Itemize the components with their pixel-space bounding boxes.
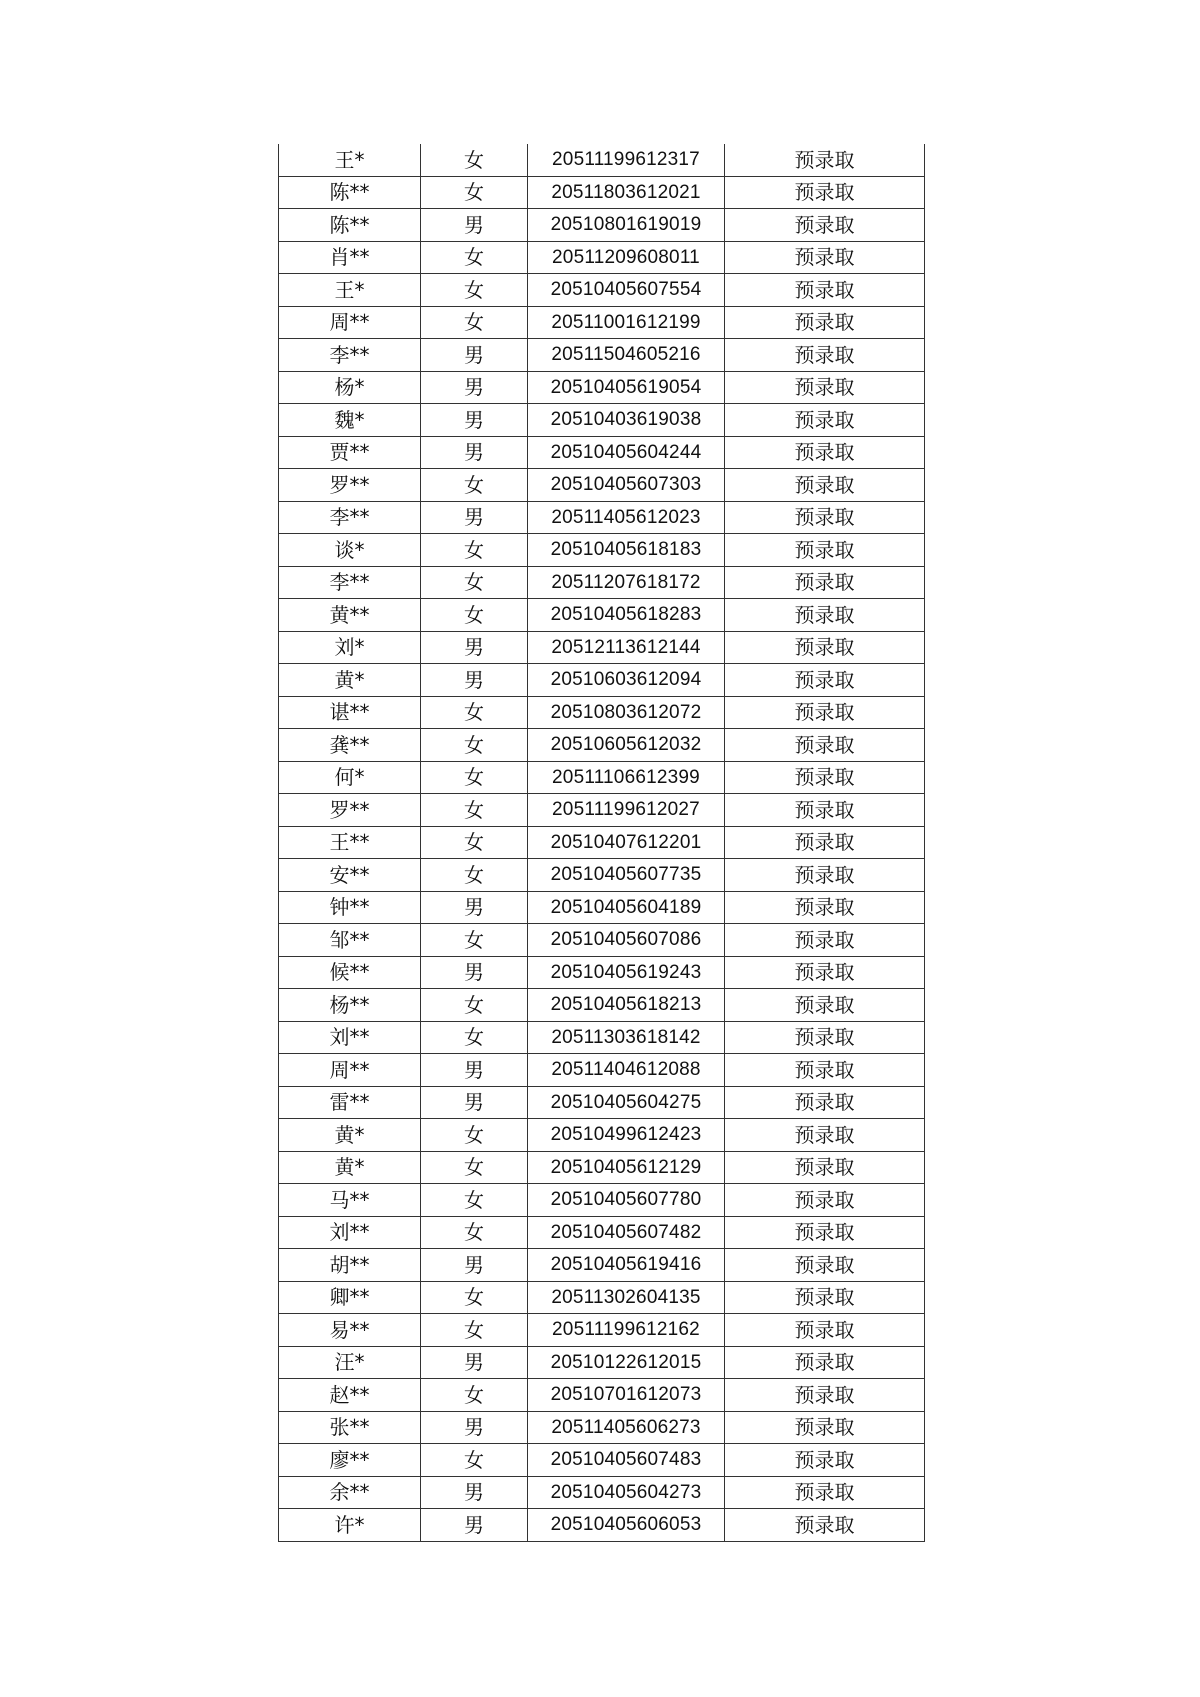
admission-status-cell: 预录取 (725, 1086, 925, 1119)
student-name-cell: 魏* (279, 404, 421, 437)
admission-status-cell: 预录取 (725, 1346, 925, 1379)
student-name-cell: 钟** (279, 891, 421, 924)
gender-cell: 男 (421, 631, 528, 664)
table-row (279, 436, 925, 469)
gender-cell: 男 (421, 1249, 528, 1282)
admission-status-cell: 预录取 (725, 176, 925, 209)
exam-id-cell: 20510405607483 (528, 1444, 725, 1477)
admission-status-cell: 预录取 (725, 306, 925, 339)
student-name-cell: 王* (279, 144, 421, 176)
student-name-cell: 陈** (279, 176, 421, 209)
exam-id-cell: 20510405618213 (528, 989, 725, 1022)
admission-status-cell: 预录取 (725, 696, 925, 729)
student-name-cell: 谌** (279, 696, 421, 729)
gender-cell: 女 (421, 761, 528, 794)
student-name-cell: 马** (279, 1184, 421, 1217)
gender-cell: 女 (421, 729, 528, 762)
student-name-cell: 肖** (279, 241, 421, 274)
gender-cell: 女 (421, 1021, 528, 1054)
table-row (279, 761, 925, 794)
student-name-cell: 候** (279, 956, 421, 989)
exam-id-cell: 20510405612129 (528, 1151, 725, 1184)
table-row (279, 826, 925, 859)
exam-id-cell: 20511209608011 (528, 241, 725, 274)
gender-cell: 男 (421, 1346, 528, 1379)
student-name-cell: 余** (279, 1476, 421, 1509)
table-row (279, 1444, 925, 1477)
student-name-cell: 廖** (279, 1444, 421, 1477)
admission-status-cell: 预录取 (725, 794, 925, 827)
student-name-cell: 易** (279, 1314, 421, 1347)
admission-status-cell: 预录取 (725, 1509, 925, 1542)
table-row (279, 1346, 925, 1379)
student-name-cell: 谈* (279, 534, 421, 567)
admission-status-cell: 预录取 (725, 339, 925, 372)
admission-status-cell: 预录取 (725, 1444, 925, 1477)
exam-id-cell: 20511404612088 (528, 1054, 725, 1087)
gender-cell: 男 (421, 404, 528, 437)
table-row (279, 599, 925, 632)
exam-id-cell: 20510701612073 (528, 1379, 725, 1412)
gender-cell: 女 (421, 1216, 528, 1249)
student-name-cell: 何* (279, 761, 421, 794)
exam-id-cell: 20510405618183 (528, 534, 725, 567)
exam-id-cell: 20510499612423 (528, 1119, 725, 1152)
exam-id-cell: 20510405607554 (528, 274, 725, 307)
student-name-cell: 杨* (279, 371, 421, 404)
table-row (279, 306, 925, 339)
gender-cell: 女 (421, 1151, 528, 1184)
admission-status-cell: 预录取 (725, 209, 925, 242)
table-row (279, 1411, 925, 1444)
exam-id-cell: 20511001612199 (528, 306, 725, 339)
exam-id-cell: 20511199612027 (528, 794, 725, 827)
admission-status-cell: 预录取 (725, 664, 925, 697)
table-row (279, 176, 925, 209)
table-row (279, 469, 925, 502)
table-row (279, 1151, 925, 1184)
admission-status-cell: 预录取 (725, 891, 925, 924)
admission-status-cell: 预录取 (725, 1216, 925, 1249)
exam-id-cell: 20511199612317 (528, 144, 725, 176)
table-row (279, 1216, 925, 1249)
exam-id-cell: 20510405607482 (528, 1216, 725, 1249)
gender-cell: 男 (421, 339, 528, 372)
student-name-cell: 汪* (279, 1346, 421, 1379)
admission-status-cell: 预录取 (725, 144, 925, 176)
exam-id-cell: 20512113612144 (528, 631, 725, 664)
admission-status-cell: 预录取 (725, 631, 925, 664)
student-name-cell: 王* (279, 274, 421, 307)
admission-status-cell: 预录取 (725, 1184, 925, 1217)
gender-cell: 女 (421, 1281, 528, 1314)
gender-cell: 男 (421, 501, 528, 534)
exam-id-cell: 20511504605216 (528, 339, 725, 372)
table-row (279, 1509, 925, 1542)
student-name-cell: 安** (279, 859, 421, 892)
table-row (279, 664, 925, 697)
table-row (279, 891, 925, 924)
exam-id-cell: 20510605612032 (528, 729, 725, 762)
exam-id-cell: 20510801619019 (528, 209, 725, 242)
student-name-cell: 李** (279, 566, 421, 599)
table-row (279, 1249, 925, 1282)
admission-status-cell: 预录取 (725, 404, 925, 437)
gender-cell: 男 (421, 1054, 528, 1087)
student-name-cell: 周** (279, 306, 421, 339)
student-name-cell: 胡** (279, 1249, 421, 1282)
student-name-cell: 陈** (279, 209, 421, 242)
table-row (279, 696, 925, 729)
table-row (279, 371, 925, 404)
student-name-cell: 周** (279, 1054, 421, 1087)
student-name-cell: 刘** (279, 1216, 421, 1249)
table-row (279, 404, 925, 437)
gender-cell: 女 (421, 1119, 528, 1152)
gender-cell: 女 (421, 794, 528, 827)
student-name-cell: 许* (279, 1509, 421, 1542)
table-row (279, 794, 925, 827)
gender-cell: 女 (421, 599, 528, 632)
gender-cell: 女 (421, 924, 528, 957)
gender-cell: 男 (421, 1476, 528, 1509)
gender-cell: 女 (421, 1314, 528, 1347)
admission-status-cell: 预录取 (725, 274, 925, 307)
table-row (279, 1476, 925, 1509)
exam-id-cell: 20511199612162 (528, 1314, 725, 1347)
exam-id-cell: 20511207618172 (528, 566, 725, 599)
admission-status-cell: 预录取 (725, 1151, 925, 1184)
table-row (279, 241, 925, 274)
student-name-cell: 王** (279, 826, 421, 859)
table-row (279, 566, 925, 599)
gender-cell: 女 (421, 1444, 528, 1477)
table-row (279, 1086, 925, 1119)
exam-id-cell: 20510405604275 (528, 1086, 725, 1119)
student-name-cell: 卿** (279, 1281, 421, 1314)
exam-id-cell: 20510403619038 (528, 404, 725, 437)
exam-id-cell: 20510405607086 (528, 924, 725, 957)
admission-status-cell: 预录取 (725, 241, 925, 274)
admission-status-cell: 预录取 (725, 1411, 925, 1444)
admission-status-cell: 预录取 (725, 371, 925, 404)
gender-cell: 女 (421, 534, 528, 567)
exam-id-cell: 20511803612021 (528, 176, 725, 209)
gender-cell: 女 (421, 566, 528, 599)
gender-cell: 女 (421, 241, 528, 274)
gender-cell: 女 (421, 1379, 528, 1412)
gender-cell: 女 (421, 826, 528, 859)
exam-id-cell: 20510122612015 (528, 1346, 725, 1379)
admission-status-cell: 预录取 (725, 826, 925, 859)
student-name-cell: 李** (279, 501, 421, 534)
admission-status-cell: 预录取 (725, 761, 925, 794)
gender-cell: 女 (421, 859, 528, 892)
table-row (279, 1184, 925, 1217)
admission-status-cell: 预录取 (725, 501, 925, 534)
table-row (279, 209, 925, 242)
gender-cell: 男 (421, 1411, 528, 1444)
exam-id-cell: 20510405604189 (528, 891, 725, 924)
exam-id-cell: 20510405619054 (528, 371, 725, 404)
gender-cell: 女 (421, 1184, 528, 1217)
exam-id-cell: 20511405606273 (528, 1411, 725, 1444)
table-row (279, 956, 925, 989)
admission-roster-table (278, 144, 925, 1542)
table-row (279, 1314, 925, 1347)
table-row (279, 144, 925, 176)
exam-id-cell: 20510603612094 (528, 664, 725, 697)
gender-cell: 女 (421, 274, 528, 307)
student-name-cell: 李** (279, 339, 421, 372)
student-name-cell: 黄* (279, 664, 421, 697)
gender-cell: 男 (421, 1509, 528, 1542)
table-row (279, 1119, 925, 1152)
student-name-cell: 龚** (279, 729, 421, 762)
admission-status-cell: 预录取 (725, 956, 925, 989)
table-row (279, 501, 925, 534)
admission-status-cell: 预录取 (725, 1054, 925, 1087)
gender-cell: 女 (421, 306, 528, 339)
admission-status-cell: 预录取 (725, 729, 925, 762)
student-name-cell: 雷** (279, 1086, 421, 1119)
table-row (279, 859, 925, 892)
table-row (279, 534, 925, 567)
table-row (279, 989, 925, 1022)
student-name-cell: 杨** (279, 989, 421, 1022)
student-name-cell: 赵** (279, 1379, 421, 1412)
student-name-cell: 黄* (279, 1119, 421, 1152)
admission-status-cell: 预录取 (725, 599, 925, 632)
admission-status-cell: 预录取 (725, 1249, 925, 1282)
gender-cell: 女 (421, 696, 528, 729)
exam-id-cell: 20510803612072 (528, 696, 725, 729)
student-name-cell: 黄* (279, 1151, 421, 1184)
gender-cell: 男 (421, 209, 528, 242)
table-row (279, 924, 925, 957)
exam-id-cell: 20510405607735 (528, 859, 725, 892)
admission-status-cell: 预录取 (725, 1119, 925, 1152)
gender-cell: 男 (421, 891, 528, 924)
exam-id-cell: 20510407612201 (528, 826, 725, 859)
table-row (279, 1379, 925, 1412)
exam-id-cell: 20511303618142 (528, 1021, 725, 1054)
student-name-cell: 黄** (279, 599, 421, 632)
table-row (279, 1021, 925, 1054)
admission-status-cell: 预录取 (725, 1281, 925, 1314)
gender-cell: 男 (421, 664, 528, 697)
gender-cell: 女 (421, 176, 528, 209)
table-row (279, 1054, 925, 1087)
admission-status-cell: 预录取 (725, 924, 925, 957)
exam-id-cell: 20510405604244 (528, 436, 725, 469)
exam-id-cell: 20510405618283 (528, 599, 725, 632)
gender-cell: 女 (421, 144, 528, 176)
gender-cell: 男 (421, 371, 528, 404)
admission-status-cell: 预录取 (725, 566, 925, 599)
student-name-cell: 罗** (279, 469, 421, 502)
student-name-cell: 邹** (279, 924, 421, 957)
admission-status-cell: 预录取 (725, 859, 925, 892)
student-name-cell: 贾** (279, 436, 421, 469)
table-row (279, 729, 925, 762)
student-name-cell: 刘* (279, 631, 421, 664)
table-row (279, 339, 925, 372)
admission-status-cell: 预录取 (725, 989, 925, 1022)
exam-id-cell: 20510405619416 (528, 1249, 725, 1282)
student-name-cell: 罗** (279, 794, 421, 827)
exam-id-cell: 20510405604273 (528, 1476, 725, 1509)
exam-id-cell: 20510405607303 (528, 469, 725, 502)
admission-status-cell: 预录取 (725, 469, 925, 502)
gender-cell: 女 (421, 469, 528, 502)
admission-status-cell: 预录取 (725, 1476, 925, 1509)
admission-status-cell: 预录取 (725, 436, 925, 469)
student-name-cell: 刘** (279, 1021, 421, 1054)
exam-id-cell: 20511405612023 (528, 501, 725, 534)
admission-status-cell: 预录取 (725, 1314, 925, 1347)
admission-status-cell: 预录取 (725, 1379, 925, 1412)
gender-cell: 女 (421, 989, 528, 1022)
gender-cell: 男 (421, 956, 528, 989)
exam-id-cell: 20510405607780 (528, 1184, 725, 1217)
roster-body (279, 144, 925, 1541)
admission-status-cell: 预录取 (725, 1021, 925, 1054)
exam-id-cell: 20510405619243 (528, 956, 725, 989)
admission-status-cell: 预录取 (725, 534, 925, 567)
table-row (279, 274, 925, 307)
gender-cell: 男 (421, 436, 528, 469)
table-row (279, 1281, 925, 1314)
student-name-cell: 张** (279, 1411, 421, 1444)
gender-cell: 男 (421, 1086, 528, 1119)
exam-id-cell: 20510405606053 (528, 1509, 725, 1542)
exam-id-cell: 20511302604135 (528, 1281, 725, 1314)
table-row (279, 631, 925, 664)
exam-id-cell: 20511106612399 (528, 761, 725, 794)
